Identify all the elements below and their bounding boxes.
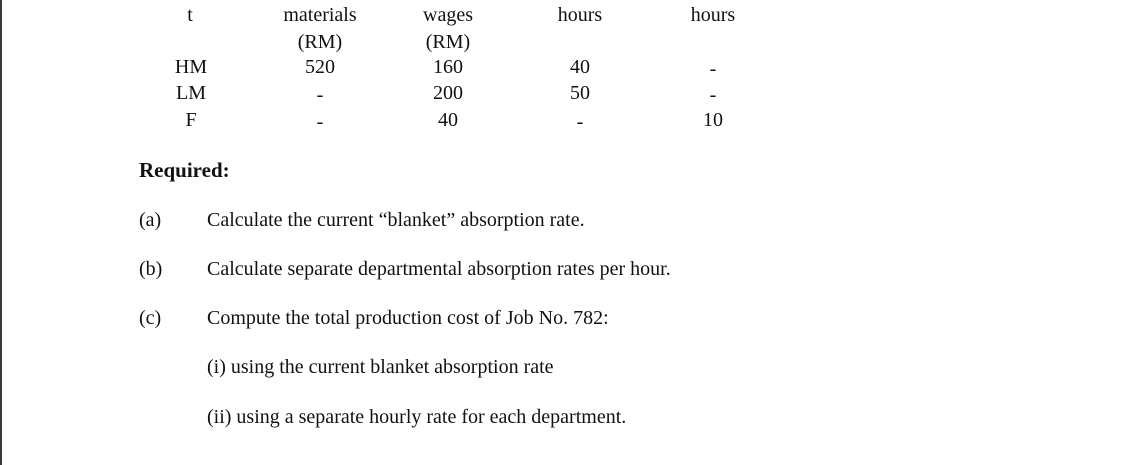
cell-hm-hours-2: - bbox=[709, 58, 717, 80]
question-a-text: Calculate the current “blanket” absorption rate. bbox=[207, 209, 585, 231]
question-b-label: (b) bbox=[139, 258, 163, 280]
cell-lm-hours-2: - bbox=[709, 84, 717, 106]
col-header-hours-1: hours bbox=[557, 4, 603, 26]
cell-lm-wages: 200 bbox=[433, 82, 463, 104]
cell-f-materials: - bbox=[316, 111, 324, 133]
row-label-lm: LM bbox=[176, 82, 206, 104]
cell-hm-materials: 520 bbox=[305, 56, 335, 78]
question-b-text: Calculate separate departmental absorption rates per hour. bbox=[207, 258, 671, 280]
cell-lm-materials: - bbox=[316, 84, 324, 106]
col-unit-materials: (RM) bbox=[297, 31, 343, 53]
cell-f-hours-2: 10 bbox=[703, 109, 723, 131]
cell-hm-wages: 160 bbox=[433, 56, 463, 78]
col-header-hours-2: hours bbox=[690, 4, 736, 26]
subpart-ii: (ii) using a separate hourly rate for each department. bbox=[207, 406, 627, 428]
cell-lm-hours-1: 50 bbox=[570, 82, 590, 104]
col-unit-wages: (RM) bbox=[425, 31, 471, 53]
cell-f-wages: 40 bbox=[438, 109, 458, 131]
cell-f-hours-1: - bbox=[576, 111, 584, 133]
col-header-dept: t bbox=[187, 4, 193, 26]
row-label-hm: HM bbox=[174, 56, 208, 78]
col-header-materials: materials bbox=[283, 4, 357, 26]
cell-hm-hours-1: 40 bbox=[570, 56, 590, 78]
question-a-label: (a) bbox=[139, 209, 162, 231]
left-border bbox=[0, 0, 2, 465]
question-c-label: (c) bbox=[139, 307, 162, 329]
row-label-f: F bbox=[185, 109, 197, 131]
subpart-i: (i) using the current blanket absorption rate bbox=[207, 356, 554, 378]
question-c-text: Compute the total production cost of Job No. 782: bbox=[207, 307, 609, 329]
required-heading: Required: bbox=[139, 158, 230, 182]
col-header-wages: wages bbox=[423, 4, 473, 26]
